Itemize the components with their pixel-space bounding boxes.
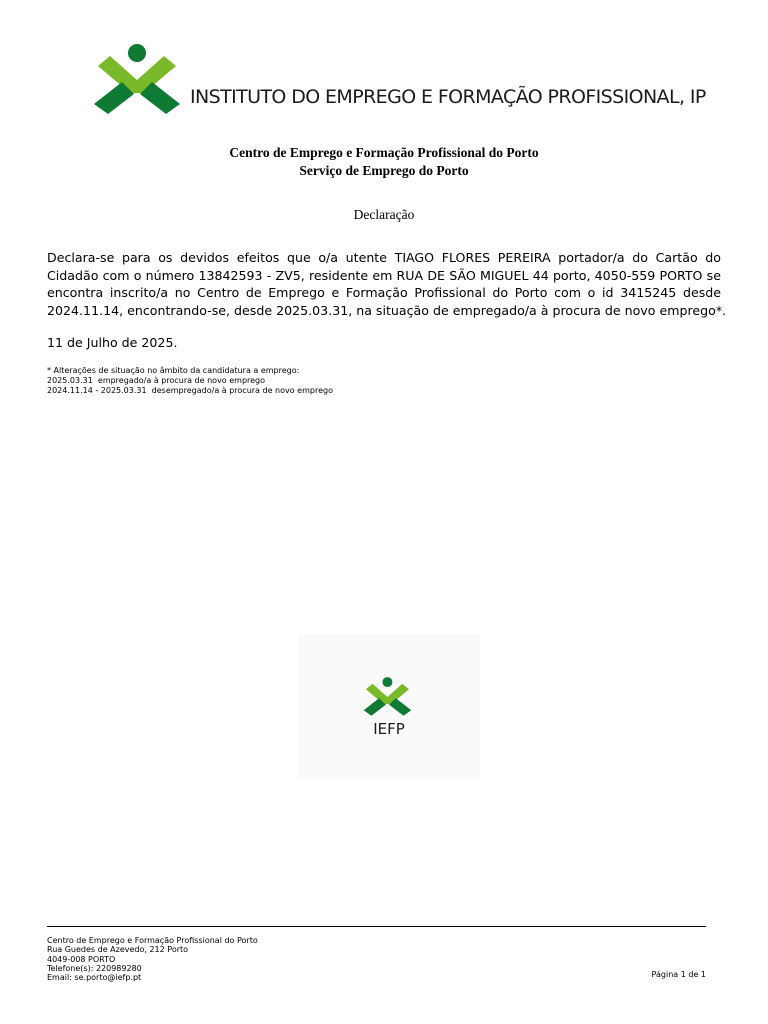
- iefp-stamp-icon: [360, 676, 416, 718]
- footer-line: 4049-008 PORTO: [47, 954, 116, 964]
- iefp-logo-icon: [92, 42, 184, 118]
- footer-line: Telefone(s): 220989280: [47, 963, 142, 973]
- declaration-line: Cidadão com o número 13842593 - ZV5, residente em RUA DE SÃO MIGUEL 44 porto, 4050-559 PORTO se: [47, 267, 721, 283]
- iefp-header-logo: [92, 42, 706, 118]
- note-line: 2024.11.14 - 2025.03.31 desempregado/a à procura de novo emprego: [47, 386, 333, 395]
- footer-email: Email: se.porto@iefp.pt: [47, 973, 142, 983]
- declaration-body: [47, 249, 727, 319]
- declaration-date: 11 de Julho de 2025.: [47, 335, 178, 350]
- declaration-line: 2024.11.14, encontrando-se, desde 2025.03.31, na situação de empregado/a à procura de novo emprego*.: [47, 302, 727, 318]
- footer-address: [47, 936, 258, 982]
- iefp-stamp: [298, 634, 480, 780]
- footer-line: Rua Guedes de Azevedo, 212 Porto: [47, 945, 189, 955]
- footer-divider: [47, 926, 706, 927]
- note-line: * Alterações de situação no âmbito da candidatura a emprego:: [47, 366, 300, 375]
- page-number: Página 1 de 1: [651, 970, 706, 979]
- stamp-label: IEFP: [373, 720, 405, 738]
- declaration-line: Declara-se para os devidos efeitos que o/a utente TIAGO FLORES PEREIRA portador/a do Cartão do: [47, 250, 721, 265]
- declaration-line: encontra inscrito/a no Centro de Emprego e Formação Profissional do Porto com o id 3415245 desde: [47, 285, 721, 301]
- note-line: 2025.03.31 empregado/a à procura de novo emprego: [47, 376, 266, 385]
- service-name: Serviço de Emprego do Porto: [299, 163, 469, 178]
- center-name: Centro de Emprego e Formação Profissional do Porto: [229, 145, 539, 160]
- footer-line: Centro de Emprego e Formação Profissional do Porto: [47, 936, 258, 945]
- document-title: Declaração: [353, 207, 415, 222]
- situation-notes: [47, 366, 333, 396]
- org-name: INSTITUTO DO EMPREGO E FORMAÇÃO PROFISSIONAL, IP: [190, 86, 706, 108]
